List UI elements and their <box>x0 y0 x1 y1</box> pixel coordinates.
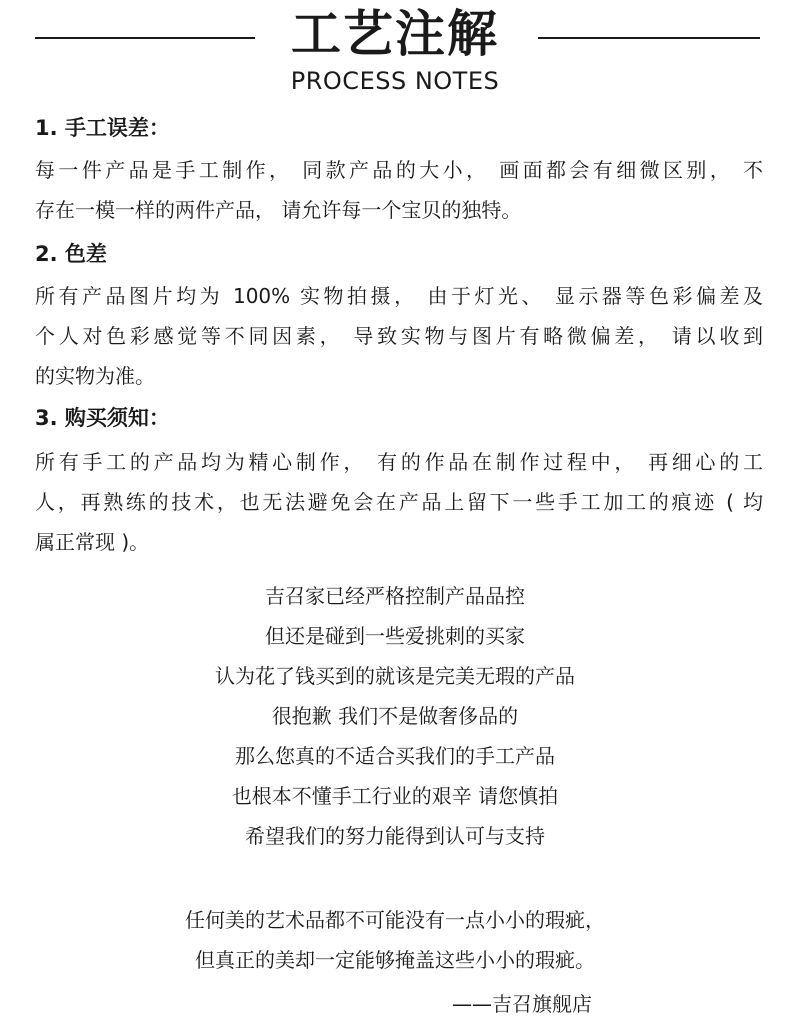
section-heading-handmade-error: 1. 手工误差： <box>35 116 170 140</box>
section-line: 的实物为准。 <box>35 364 155 388</box>
section-heading-purchase-notice: 3. 购买须知： <box>35 406 170 430</box>
section-body-purchase-notice <box>35 442 763 562</box>
page-subtitle: PROCESS NOTES <box>290 67 500 95</box>
closing-statement <box>0 900 790 980</box>
section-line: 人，再熟练的技术，也无法避免会在产品上留下一些手工加工的痕迹 ( 均 <box>35 490 763 514</box>
quality-notice <box>0 576 790 856</box>
store-signature: ——吉召旗舰店 <box>452 992 592 1016</box>
notice-line: 那么您真的不适合买我们的手工产品 <box>235 744 555 768</box>
page-title: 工艺注解 <box>291 5 499 63</box>
section-line: 每一件产品是手工制作， 同款产品的大小， 画面都会有细微区别， 不 <box>35 158 763 182</box>
notice-line: 希望我们的努力能得到认可与支持 <box>245 824 545 848</box>
notice-line: 也根本不懂手工行业的艰辛 请您慎拍 <box>231 784 559 808</box>
section-line: 所有手工的产品均为精心制作， 有的作品在制作过程中， 再细心的工 <box>35 450 763 474</box>
section-heading-color-difference: 2. 色差 <box>35 242 107 266</box>
closing-line: 但真正的美却一定能够掩盖这些小小的瑕疵。 <box>195 948 595 972</box>
notice-line: 很抱歉 我们不是做奢侈品的 <box>271 704 519 728</box>
notice-line: 吉召家已经严格控制产品品控 <box>265 584 525 608</box>
closing-line: 任何美的艺术品都不可能没有一点小小的瑕疵， <box>185 908 605 932</box>
notice-line: 认为花了钱买到的就该是完美无瑕的产品 <box>215 664 575 688</box>
section-line: 属正常现 )。 <box>35 530 150 554</box>
section-body-color-difference <box>35 276 763 396</box>
section-line: 所有产品图片均为 100% 实物拍摄， 由于灯光、 显示器等色彩偏差及 <box>35 284 763 308</box>
section-body-handmade-error <box>35 150 763 230</box>
notice-line: 但还是碰到一些爱挑刺的买家 <box>265 624 525 648</box>
section-line: 存在一模一样的两件产品， 请允许每一个宝贝的独特。 <box>35 198 522 222</box>
section-line: 个人对色彩感觉等不同因素， 导致实物与图片有略微偏差， 请以收到 <box>35 324 763 348</box>
